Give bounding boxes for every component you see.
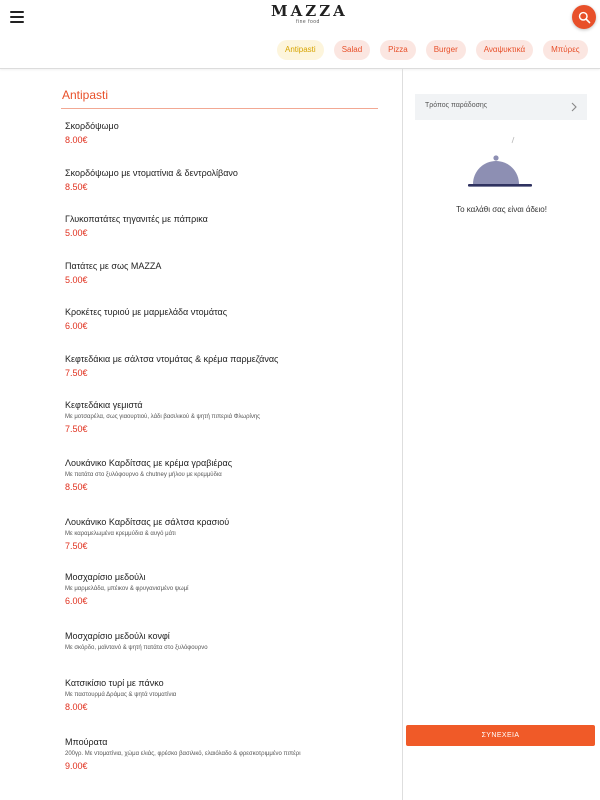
menu-item-description: Με παστουρμά Δράμας & ψητά ντοματίνια <box>65 692 177 698</box>
menu-item-name: Κεφτεδάκια με σάλτσα ντομάτας & κρέμα παρμεζάνας <box>65 354 279 364</box>
menu-item-name: Κεφτεδάκια γεμιστά <box>65 400 143 410</box>
menu-item[interactable] <box>65 354 377 379</box>
menu-item-name: Λουκάνικο Καρδίτσας με σάλτσα κρασιού <box>65 517 230 527</box>
tab-category[interactable]: Αναψυκτικά <box>476 40 533 60</box>
menu-item-name: Πατάτες με σως MAZZA <box>65 261 162 271</box>
tab-category[interactable]: Salad <box>334 40 370 60</box>
menu-item-price: 8.50€ <box>65 482 88 492</box>
column-divider <box>402 69 403 800</box>
menu-item-name: Μοσχαρίσιο μεδούλι κονφί <box>65 631 170 641</box>
menu-item-price: 5.00€ <box>65 275 88 285</box>
menu-item-description: Με σκόρδο, μαϊντανό & ψητή πατάτα στο ξυλόφουρνο <box>65 645 208 651</box>
continue-button[interactable]: ΣΥΝΕΧΕΙΑ <box>406 725 595 746</box>
menu-item-price: 9.00€ <box>65 761 88 771</box>
logo-subtitle: fine food <box>296 19 320 25</box>
menu-item[interactable] <box>65 572 377 607</box>
menu-item-description: Με καραμελωμένα κρεμμύδια & αυγό μάτι <box>65 531 176 537</box>
menu-item[interactable] <box>65 307 377 332</box>
menu-item-name: Μοσχαρίσιο μεδούλι <box>65 572 146 582</box>
section-divider <box>61 108 378 109</box>
delivery-method-label: Τρόπος παράδοσης <box>425 102 488 109</box>
logo-title: MAZZA <box>271 2 348 20</box>
search-button[interactable] <box>572 5 596 29</box>
chevron-right-icon <box>571 102 577 112</box>
menu-item[interactable] <box>65 400 377 435</box>
menu-item-description: Με μαρμελάδα, μπέικον & φρυγανισμένο ψωμί <box>65 586 189 592</box>
menu-item[interactable] <box>65 517 377 552</box>
menu-item[interactable] <box>65 458 377 493</box>
menu-item-price: 8.00€ <box>65 702 88 712</box>
menu-item-price: 8.00€ <box>65 135 88 145</box>
search-icon <box>578 11 591 24</box>
category-tabs <box>277 40 600 60</box>
hamburger-menu-icon[interactable] <box>10 11 24 22</box>
tab-category[interactable]: Μπύρες <box>543 40 588 60</box>
menu-item-name: Γλυκοπατάτες τηγανιτές με πάπρικα <box>65 214 208 224</box>
app-header <box>0 0 600 69</box>
menu-item-description: Με πατάτα στο ξυλόφουρνο & chutney μήλου με κρεμμύδια <box>65 472 222 478</box>
menu-item-name: Μπούρατα <box>65 737 108 747</box>
menu-item-price: 7.50€ <box>65 541 88 551</box>
menu-item[interactable] <box>65 678 377 713</box>
menu-item[interactable] <box>65 631 377 652</box>
menu-item-name: Κατσικίσιο τυρί με πάνκο <box>65 678 164 688</box>
menu-item-name: Σκορδόψωμο με ντοματίνια & δεντρολίβανο <box>65 168 238 178</box>
tab-category[interactable]: Burger <box>426 40 466 60</box>
menu-item-price: 7.50€ <box>65 424 88 434</box>
empty-cart-message: Το καλάθι σας είναι άδειο! <box>456 205 547 214</box>
menu-item-name: Κροκέτες τυριού με μαρμελάδα ντομάτας <box>65 307 228 317</box>
menu-item-price: 6.00€ <box>65 321 88 331</box>
menu-item-description: 200γρ. Με ντοματίνια, χώμα ελιάς, φρέσκο βασιλικό, ελαιόλαδο & φρεσκοτριμμένο πιπέρι <box>65 751 301 757</box>
menu-item[interactable] <box>65 121 377 146</box>
menu-item-price: 7.50€ <box>65 368 88 378</box>
section-title: Antipasti <box>62 88 109 102</box>
empty-cart-cloche-icon <box>466 136 534 192</box>
menu-item[interactable] <box>65 214 377 239</box>
menu-item[interactable] <box>65 261 377 286</box>
tab-category[interactable]: Antipasti <box>277 40 324 60</box>
menu-item-price: 8.50€ <box>65 182 88 192</box>
menu-item-name: Σκορδόψωμο <box>65 121 119 131</box>
menu-item-name: Λουκάνικο Καρδίτσας με κρέμα γραβιέρας <box>65 458 233 468</box>
menu-item[interactable] <box>65 168 377 193</box>
menu-item-price: 5.00€ <box>65 228 88 238</box>
menu-item[interactable] <box>65 737 377 772</box>
tab-category[interactable]: Pizza <box>380 40 416 60</box>
menu-item-description: Με μοτσαρέλα, σως γιαουρτιού, λάδι βασιλικού & ψητή πιπεριά Φλωρίνης <box>65 414 261 420</box>
menu-item-price: 6.00€ <box>65 596 88 606</box>
delivery-method-selector[interactable] <box>415 94 587 120</box>
logo[interactable] <box>271 2 348 25</box>
